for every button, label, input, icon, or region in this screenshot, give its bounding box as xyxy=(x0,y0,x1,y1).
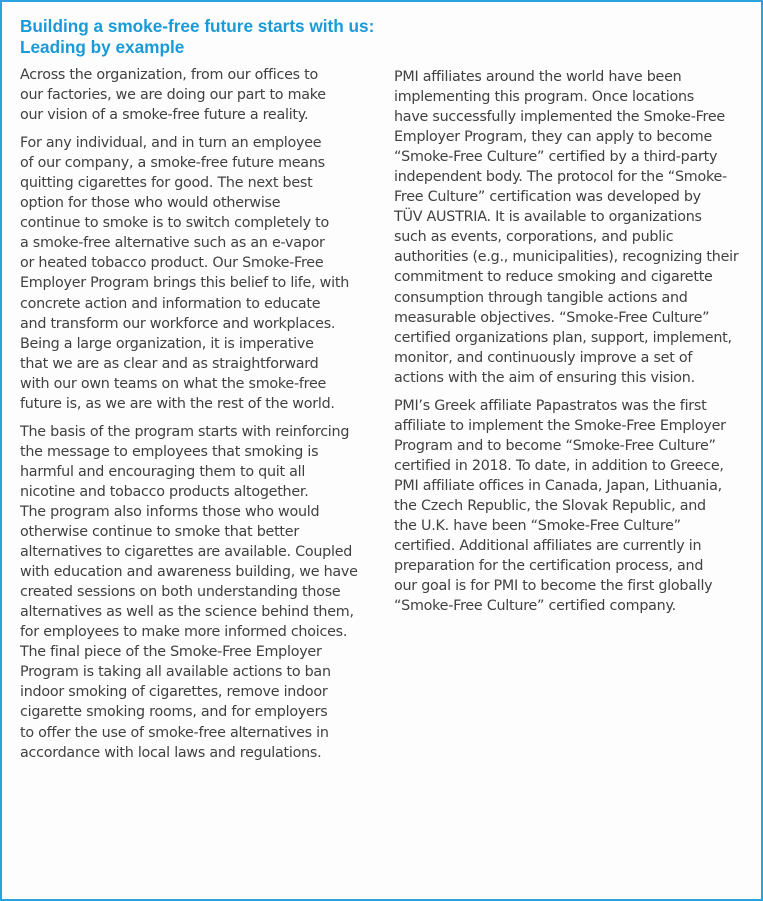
text-line: “Smoke-Free Culture” certified by a third-party xyxy=(394,149,718,166)
right-paragraph-1 xyxy=(394,65,748,388)
section-heading xyxy=(20,16,380,58)
text-line: the message to employees that smoking is xyxy=(20,443,319,460)
right-paragraph-2 xyxy=(394,396,748,617)
text-line: TÜV AUSTRIA. It is available to organizations xyxy=(394,209,702,226)
text-line: the U.K. have been “Smoke-Free Culture” xyxy=(394,518,681,535)
text-line: Being a large organization, it is imperative xyxy=(20,335,314,352)
text-line: continue to smoke is to switch completely to xyxy=(20,215,329,232)
text-line: actions with the aim of ensuring this vision. xyxy=(394,369,695,386)
text-line: The program also informs those who would xyxy=(20,503,320,520)
text-line: affiliate to implement the Smoke-Free Employer xyxy=(394,417,726,434)
text-line: our factories, we are doing our part to make xyxy=(20,87,326,104)
text-line: harmful and encouraging them to quit all xyxy=(20,463,306,480)
text-line: have successfully implemented the Smoke-Free xyxy=(394,109,725,126)
text-line: Free Culture” certification was developed by xyxy=(394,189,701,206)
text-line: measurable objectives. “Smoke-Free Culture” xyxy=(394,309,710,326)
text-line: alternatives as well as the science behind them, xyxy=(20,604,354,621)
left-paragraph-1 xyxy=(20,65,372,125)
text-line: option for those who would otherwise xyxy=(20,195,281,212)
left-paragraph-2 xyxy=(20,133,372,414)
text-line: Across the organization, from our offices to xyxy=(20,67,318,83)
text-line: created sessions on both understanding those xyxy=(20,584,341,601)
text-line: concrete action and information to educate xyxy=(20,295,321,312)
text-line: quitting cigarettes for good. The next best xyxy=(20,175,313,192)
text-line: with our own teams on what the smoke-free xyxy=(20,375,327,392)
text-line: to offer the use of smoke-free alternatives in xyxy=(20,724,329,741)
text-line: The final piece of the Smoke-Free Employer xyxy=(20,644,322,661)
left-paragraph-3 xyxy=(20,422,372,763)
text-line: for employees to make more informed choices. xyxy=(20,624,348,641)
text-line: a smoke-free alternative such as an e-vapor xyxy=(20,235,325,252)
text-line: Program and to become “Smoke-Free Culture” xyxy=(394,437,716,454)
text-line: consumption through tangible actions and xyxy=(394,289,688,306)
text-line: or heated tobacco product. Our Smoke-Free xyxy=(20,255,324,272)
text-line: PMI affiliate offices in Canada, Japan, Lithuania, xyxy=(394,477,722,494)
text-line: certified. Additional affiliates are currently in xyxy=(394,538,702,555)
heading-line-2: Leading by example xyxy=(20,37,185,57)
text-line: and transform our workforce and workplaces. xyxy=(20,315,336,332)
text-line: that we are as clear and as straightforward xyxy=(20,355,319,372)
text-line: monitor, and continuously improve a set of xyxy=(394,349,693,366)
left-column xyxy=(20,65,372,771)
text-line: Employer Program brings this belief to life, with xyxy=(20,275,350,292)
text-line: implementing this program. Once locations xyxy=(394,89,694,106)
text-line: alternatives to cigarettes are available. Coupled xyxy=(20,544,353,561)
text-line: the Czech Republic, the Slovak Republic, and xyxy=(394,497,706,514)
text-line: preparation for the certification process, and xyxy=(394,558,704,575)
text-line: PMI affiliates around the world have been xyxy=(394,69,682,85)
right-column xyxy=(394,65,748,624)
text-line: Employer Program, they can apply to become xyxy=(394,129,713,146)
text-line: For any individual, and in turn an employee xyxy=(20,135,322,152)
text-line: such as events, corporations, and public xyxy=(394,229,674,246)
text-line: certified organizations plan, support, implement, xyxy=(394,329,732,346)
text-line: certified in 2018. To date, in addition to Greece, xyxy=(394,457,724,474)
text-line: our goal is for PMI to become the first globally xyxy=(394,578,713,595)
text-line: “Smoke-Free Culture” certified company. xyxy=(394,598,676,615)
text-line: The basis of the program starts with reinforcing xyxy=(20,423,350,440)
heading-line-1: Building a smoke-free future starts with us: xyxy=(20,16,375,36)
text-line: independent body. The protocol for the “Smoke- xyxy=(394,169,727,186)
text-line: indoor smoking of cigarettes, remove indoor xyxy=(20,684,328,701)
text-line: nicotine and tobacco products altogether. xyxy=(20,483,309,500)
text-line: of our company, a smoke-free future means xyxy=(20,155,325,172)
text-line: otherwise continue to smoke that better xyxy=(20,524,299,541)
text-line: future is, as we are with the rest of the world. xyxy=(20,395,335,412)
text-line: our vision of a smoke-free future a reality. xyxy=(20,107,309,124)
text-line: commitment to reduce smoking and cigarette xyxy=(394,269,713,286)
text-line: accordance with local laws and regulations. xyxy=(20,744,322,761)
text-line: authorities (e.g., municipalities), recognizing their xyxy=(394,249,739,266)
text-line: with education and awareness building, we have xyxy=(20,564,358,581)
text-line: PMI’s Greek affiliate Papastratos was the first xyxy=(394,397,707,414)
text-line: Program is taking all available actions to ban xyxy=(20,664,331,681)
text-line: cigarette smoking rooms, and for employers xyxy=(20,704,328,721)
